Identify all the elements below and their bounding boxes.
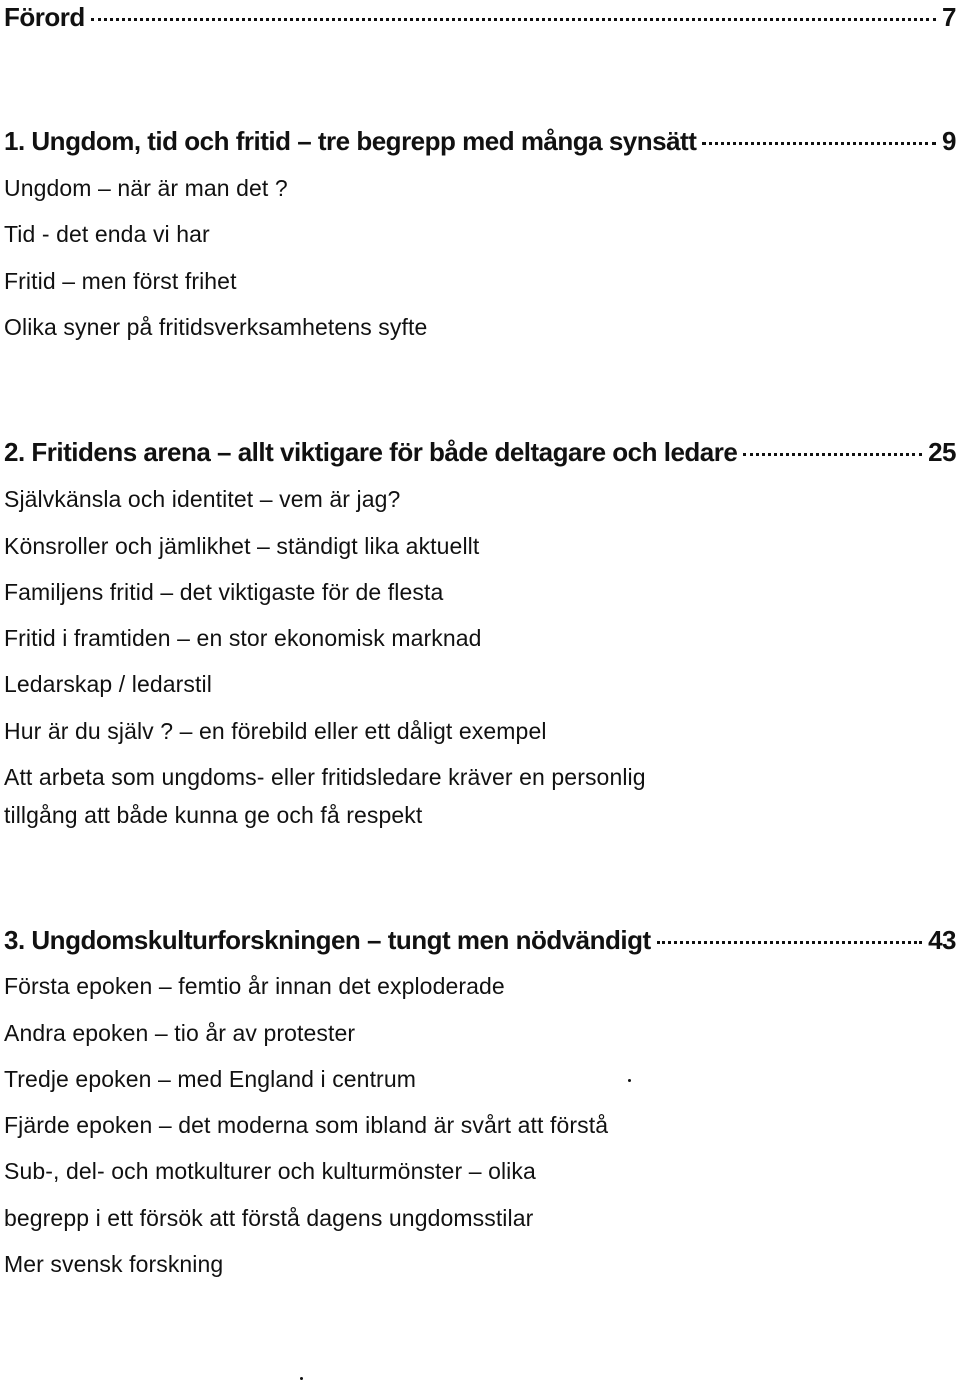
toc-subentry: begrepp i ett försök att förstå dagens ungdomsstilar xyxy=(4,1205,534,1231)
toc-subentry: Första epoken – femtio år innan det exploderade xyxy=(4,973,505,999)
toc-subentry: Olika syner på fritidsverksamhetens syfte xyxy=(4,314,428,340)
toc-subentry: Hur är du själv ? – en förebild eller ett dåligt exempel xyxy=(4,718,547,744)
toc-subentry: Självkänsla och identitet – vem är jag? xyxy=(4,486,401,512)
toc-subentry: Mer svensk forskning xyxy=(4,1251,224,1277)
toc-entry-title: Förord xyxy=(4,2,85,32)
dot-leader xyxy=(743,453,922,456)
toc-entry-title: 1. Ungdom, tid och fritid – tre begrepp med många synsätt xyxy=(4,126,697,156)
toc-page-number: 43 xyxy=(928,925,956,955)
toc-entry-title: 3. Ungdomskulturforskningen – tungt men nödvändigt xyxy=(4,925,651,955)
dot-leader xyxy=(657,941,922,944)
toc-subentry: Könsroller och jämlikhet – ständigt lika aktuellt xyxy=(4,533,480,559)
toc-subentry: Att arbeta som ungdoms- eller fritidsledare kräver en personlig xyxy=(4,764,646,790)
toc-subentry: Fritid i framtiden – en stor ekonomisk marknad xyxy=(4,625,482,651)
dot-leader xyxy=(91,18,936,21)
toc-entry-chapter-1[interactable] xyxy=(4,126,956,157)
toc-page-number: 9 xyxy=(942,126,956,156)
toc-page-number: 25 xyxy=(928,437,956,467)
toc-page-number: 7 xyxy=(942,2,956,32)
toc-entry-foreword[interactable] xyxy=(4,2,956,33)
toc-subentry: Ungdom – när är man det ? xyxy=(4,175,288,201)
toc-subentry: Tid - det enda vi har xyxy=(4,221,210,247)
toc-entry-title: 2. Fritidens arena – allt viktigare för både deltagare och ledare xyxy=(4,437,738,467)
toc-subentry: Fritid – men först frihet xyxy=(4,268,237,294)
toc-subentry: Andra epoken – tio år av protester xyxy=(4,1020,356,1046)
toc-entry-chapter-3[interactable] xyxy=(4,925,956,956)
dot-leader xyxy=(702,142,936,145)
toc-entry-chapter-2[interactable] xyxy=(4,437,956,468)
scan-speck xyxy=(300,1377,303,1380)
toc-subentry: Sub-, del- och motkulturer och kulturmönster – olika xyxy=(4,1158,536,1184)
toc-subentry: Fjärde epoken – det moderna som ibland är svårt att förstå xyxy=(4,1112,609,1138)
toc-subentry: Tredje epoken – med England i centrum xyxy=(4,1066,416,1092)
toc-subentry: tillgång att både kunna ge och få respekt xyxy=(4,802,423,828)
toc-subentry: Ledarskap / ledarstil xyxy=(4,671,212,697)
toc-subentry: Familjens fritid – det viktigaste för de flesta xyxy=(4,579,444,605)
scan-speck xyxy=(628,1079,631,1082)
